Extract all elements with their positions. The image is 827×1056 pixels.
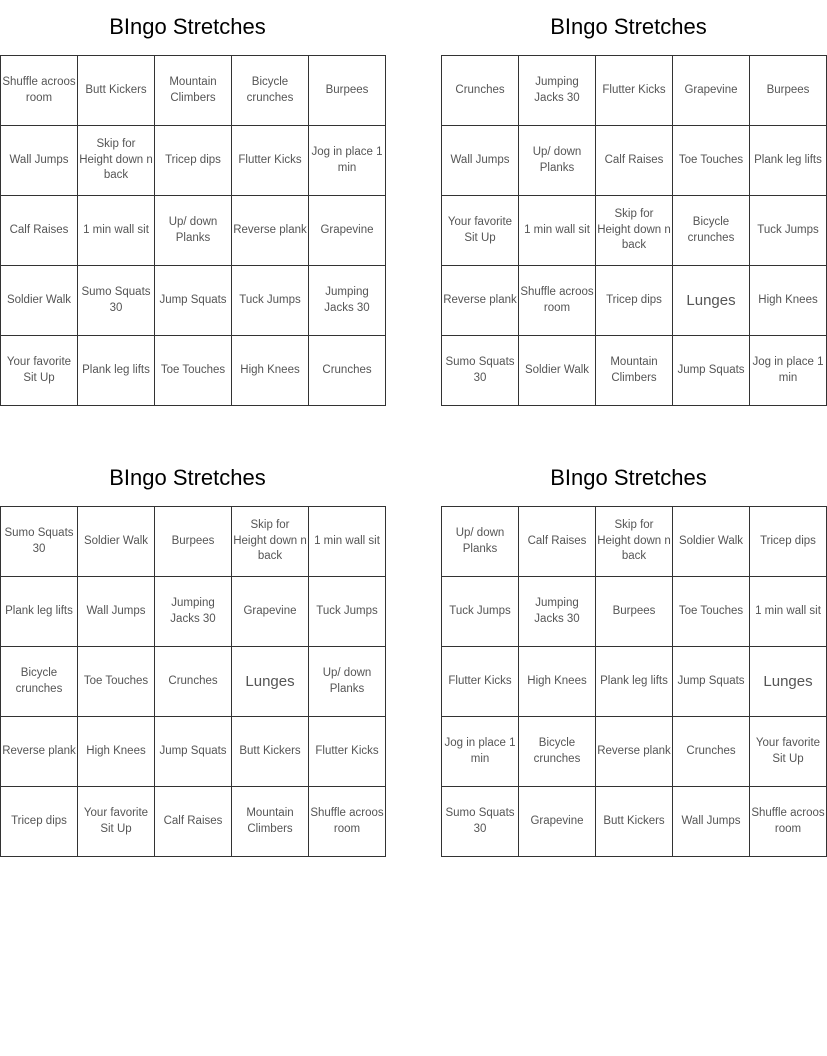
bingo-cell: Shuffle acroos room [750,787,827,857]
grid-row [442,196,827,266]
grid-row [442,56,827,126]
bingo-cell: Plank leg lifts [1,577,78,647]
bingo-cell: Tuck Jumps [309,577,386,647]
bingo-cell: Bicycle crunches [519,717,596,787]
bingo-cell: Sumo Squats 30 [78,266,155,336]
bingo-cell: Jump Squats [155,266,232,336]
bingo-cell: Bicycle crunches [1,647,78,717]
bingo-cell: Wall Jumps [1,126,78,196]
bingo-cell: Tricep dips [1,787,78,857]
bingo-cell: Shuffle acroos room [309,787,386,857]
bingo-cell: Grapevine [519,787,596,857]
bingo-cell: Reverse plank [1,717,78,787]
grid-row [442,787,827,857]
bingo-cell: Flutter Kicks [596,56,673,126]
bingo-cell: Sumo Squats 30 [1,507,78,577]
grid-row [1,196,386,266]
bingo-card [441,0,824,406]
bingo-cell: Jump Squats [673,336,750,406]
bingo-cell: Jump Squats [155,717,232,787]
grid-row [1,126,386,196]
grid-row [1,56,386,126]
bingo-cell: Reverse plank [442,266,519,336]
bingo-cell: Flutter Kicks [442,647,519,717]
bingo-cell: Tuck Jumps [442,577,519,647]
bingo-cell: Butt Kickers [78,56,155,126]
bingo-cell: Your favorite Sit Up [78,787,155,857]
bingo-cell: Lunges [232,647,309,717]
bingo-cell: Lunges [673,266,750,336]
bingo-cell: Soldier Walk [519,336,596,406]
bingo-cell: Sumo Squats 30 [442,787,519,857]
bingo-cell: High Knees [78,717,155,787]
card-title: BIngo Stretches [550,465,707,490]
bingo-cell: Crunches [155,647,232,717]
grid-row [1,336,386,406]
bingo-cell: Jog in place 1 min [750,336,827,406]
bingo-cell: Calf Raises [519,507,596,577]
bingo-cell: Your favorite Sit Up [442,196,519,266]
grid-row [442,126,827,196]
bingo-cell: Toe Touches [673,577,750,647]
bingo-cell: 1 min wall sit [309,507,386,577]
bingo-cell: Crunches [309,336,386,406]
bingo-grid [0,506,386,857]
bingo-cell: Tricep dips [155,126,232,196]
grid-row [1,647,386,717]
bingo-cell: Soldier Walk [78,507,155,577]
bingo-cell: Mountain Climbers [232,787,309,857]
bingo-cell: Up/ down Planks [309,647,386,717]
bingo-cell: Skip for Height down n back [596,507,673,577]
bingo-cell: Jumping Jacks 30 [519,577,596,647]
bingo-cell: Sumo Squats 30 [442,336,519,406]
bingo-cell: Soldier Walk [1,266,78,336]
bingo-cell: High Knees [232,336,309,406]
bingo-cell: Bicycle crunches [673,196,750,266]
grid-row [1,717,386,787]
grid-row [442,717,827,787]
bingo-cell: Mountain Climbers [596,336,673,406]
bingo-cell: Tricep dips [750,507,827,577]
bingo-cell: Grapevine [232,577,309,647]
bingo-cell: Toe Touches [673,126,750,196]
grid-row [1,266,386,336]
bingo-cell: Wall Jumps [673,787,750,857]
bingo-cell: Up/ down Planks [155,196,232,266]
bingo-cell: Grapevine [673,56,750,126]
bingo-cell: Tuck Jumps [232,266,309,336]
bingo-cell: Skip for Height down n back [78,126,155,196]
bingo-cell: Jog in place 1 min [309,126,386,196]
bingo-card [0,451,384,857]
bingo-cell: Reverse plank [596,717,673,787]
bingo-cell: Shuffle acroos room [1,56,78,126]
bingo-cell: Skip for Height down n back [232,507,309,577]
bingo-cell: High Knees [519,647,596,717]
bingo-cell: Soldier Walk [673,507,750,577]
bingo-cell: Wall Jumps [78,577,155,647]
bingo-cell: Jog in place 1 min [442,717,519,787]
bingo-cell: Tuck Jumps [750,196,827,266]
bingo-cell: Plank leg lifts [596,647,673,717]
bingo-cell: Flutter Kicks [232,126,309,196]
bingo-cell: Flutter Kicks [309,717,386,787]
bingo-cell: 1 min wall sit [750,577,827,647]
bingo-grid [441,506,827,857]
bingo-cell: Burpees [155,507,232,577]
bingo-cell: Jump Squats [673,647,750,717]
grid-row [442,647,827,717]
grid-row [442,507,827,577]
grid-row [1,577,386,647]
grid-row [442,577,827,647]
bingo-cell: Plank leg lifts [750,126,827,196]
bingo-cell: Plank leg lifts [78,336,155,406]
card-title: BIngo Stretches [109,14,266,39]
bingo-cell: Wall Jumps [442,126,519,196]
bingo-cell: Butt Kickers [596,787,673,857]
bingo-cell: Burpees [750,56,827,126]
bingo-cell: Crunches [673,717,750,787]
bingo-cell: Reverse plank [232,196,309,266]
bingo-cell: Grapevine [309,196,386,266]
bingo-cell: Calf Raises [155,787,232,857]
bingo-cell: Bicycle crunches [232,56,309,126]
grid-row [1,787,386,857]
bingo-grid [441,55,827,406]
bingo-cell: Up/ down Planks [519,126,596,196]
bingo-card [0,0,383,406]
bingo-cell: Burpees [309,56,386,126]
bingo-cell: Toe Touches [78,647,155,717]
bingo-cell: Lunges [750,647,827,717]
bingo-cell: Jumping Jacks 30 [309,266,386,336]
bingo-cell: Your favorite Sit Up [1,336,78,406]
bingo-cell: Calf Raises [596,126,673,196]
bingo-cell: Mountain Climbers [155,56,232,126]
bingo-grid [0,55,386,406]
bingo-cell: Jumping Jacks 30 [519,56,596,126]
grid-row [442,266,827,336]
card-title: BIngo Stretches [109,465,266,490]
bingo-cell: Crunches [442,56,519,126]
bingo-card [441,451,825,857]
bingo-cell: Your favorite Sit Up [750,717,827,787]
grid-row [442,336,827,406]
bingo-cell: Burpees [596,577,673,647]
card-title: BIngo Stretches [550,14,707,39]
bingo-cell: Calf Raises [1,196,78,266]
bingo-cell: Skip for Height down n back [596,196,673,266]
bingo-cell: High Knees [750,266,827,336]
bingo-cell: 1 min wall sit [78,196,155,266]
bingo-cell: Jumping Jacks 30 [155,577,232,647]
bingo-cell: Shuffle acroos room [519,266,596,336]
grid-row [1,507,386,577]
bingo-cell: 1 min wall sit [519,196,596,266]
bingo-cell: Tricep dips [596,266,673,336]
bingo-cell: Toe Touches [155,336,232,406]
bingo-cell: Up/ down Planks [442,507,519,577]
bingo-cell: Butt Kickers [232,717,309,787]
